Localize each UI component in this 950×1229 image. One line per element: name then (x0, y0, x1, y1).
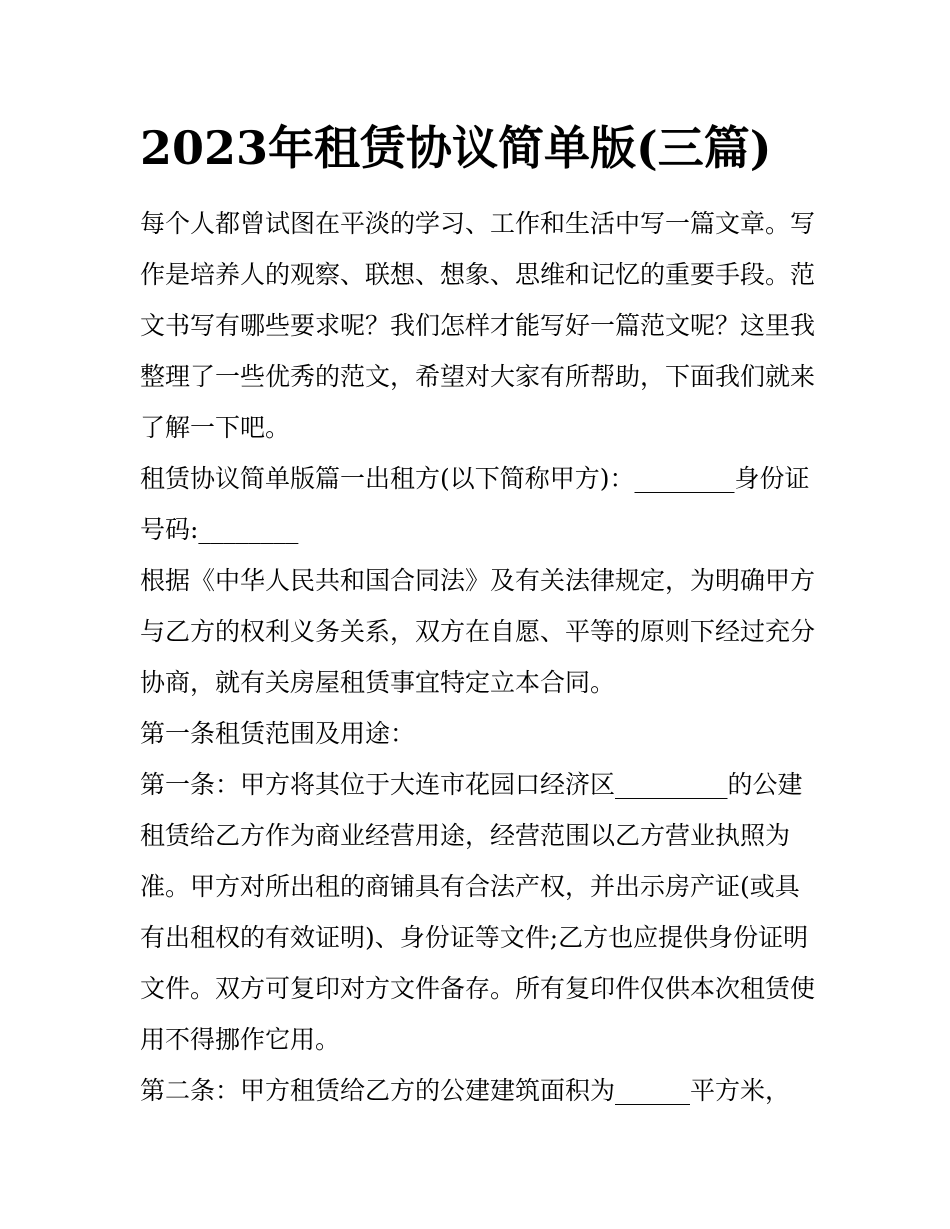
paragraph-article-two: 第二条：甲方租赁给乙方的公建建筑面积为______平方米， (140, 1076, 791, 1105)
document-title: 2023年租赁协议简单版(三篇) (140, 121, 772, 175)
document-body (140, 198, 816, 1116)
paragraph-lessor-info: 租赁协议简单版篇一出租方(以下简称甲方)：________身份证号码:________ (140, 464, 810, 544)
paragraph-intro: 每个人都曾试图在平淡的学习、工作和生活中写一篇文章。写作是培养人的观察、联想、想象、思维和记忆的重要手段。范文书写有哪些要求呢？我们怎样才能写好一篇范文呢？这里我整理了一些优秀的范文，希望对大家有所帮助，下面我们就来了解一下吧。 (140, 209, 816, 442)
paragraph-section-heading: 第一条租赁范围及用途： (140, 719, 416, 748)
paragraph-legal-basis: 根据《中华人民共和国合同法》及有关法律规定，为明确甲方与乙方的权利义务关系，双方在自愿、平等的原则下经过充分协商，就有关房屋租赁事宜特定立本合同。 (140, 566, 816, 697)
paragraph-article-one: 第一条：甲方将其位于大连市花园口经济区_________的公建租赁给乙方作为商业经营用途，经营范围以乙方营业执照为准。甲方对所出租的商铺具有合法产权，并出示房产证(或具有出租权的有效证明)、身份证等文件;乙方也应提供身份证明文件。双方可复印对方文件备存。所有复印件仅供本次租赁使用不得挪作它用。 (140, 770, 816, 1054)
